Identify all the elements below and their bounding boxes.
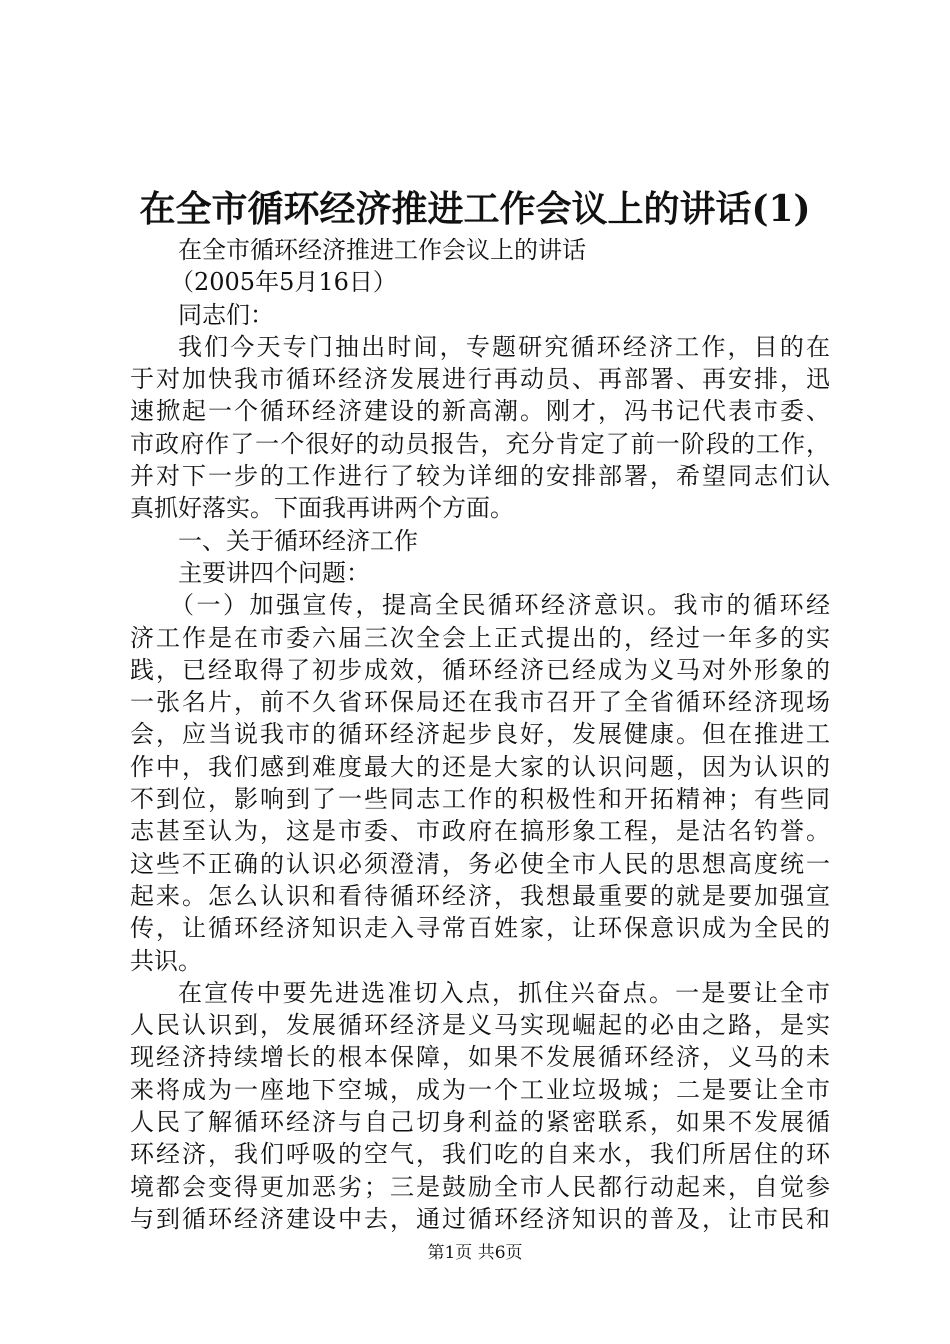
document-body: [130, 234, 830, 1235]
paragraph-line: 起来。怎么认识和看待循环经济，我想最重要的就是要加强宣: [130, 881, 830, 910]
paragraph-line: 环经济，我们呼吸的空气，我们吃的自来水，我们所居住的环: [130, 1140, 830, 1169]
paragraph-line: 并对下一步的工作进行了较为详细的安排部署，希望同志们认: [130, 462, 830, 491]
paragraph-line: 共识。: [130, 946, 202, 975]
paragraph-line: 人民认识到，发展循环经济是义马实现崛起的必由之路，是实: [130, 1011, 830, 1040]
paragraph-line: （一）加强宣传，提高全民循环经济意识。我市的循环经: [170, 591, 830, 620]
paragraph-line: 践，已经取得了初步成效，循环经济已经成为义马对外形象的: [130, 655, 830, 684]
paragraph-line: 人民了解循环经济与自己切身利益的紧密联系，如果不发展循: [130, 1108, 830, 1137]
paragraph-line: 作中，我们感到难度最大的还是大家的认识问题，因为认识的: [130, 752, 830, 781]
speech-title-line: 在全市循环经济推进工作会议上的讲话: [178, 236, 586, 264]
paragraph-line: 一张名片，前不久省环保局还在我市召开了全省循环经济现场: [130, 688, 830, 717]
document-title: 在全市循环经济推进工作会议上的讲话(1): [139, 188, 811, 230]
paragraph-line: 我们今天专门抽出时间，专题研究循环经济工作，目的在: [178, 332, 830, 361]
section-heading: 一、关于循环经济工作: [178, 526, 418, 555]
paragraph-line: 来将成为一座地下空城，成为一个工业垃圾城；二是要让全市: [130, 1075, 830, 1104]
paragraph-line: 真抓好落实。下面我再讲两个方面。: [130, 494, 514, 523]
paragraph-line: 现经济持续增长的根本保障，如果不发展循环经济，义马的未: [130, 1043, 830, 1072]
page-number-footer: 第1页 共6页: [427, 1243, 523, 1263]
paragraph-line: 速掀起一个循环经济建设的新高潮。刚才，冯书记代表市委、: [130, 397, 830, 426]
paragraph-line: 志甚至认为，这是市委、市政府在搞形象工程，是沽名钓誉。: [130, 817, 830, 846]
paragraph-line: 会，应当说我市的循环经济起步良好，发展健康。但在推进工: [130, 720, 830, 749]
salutation-line: 同志们：: [178, 300, 274, 329]
paragraph-line: 这些不正确的认识必须澄清，务必使全市人民的思想高度统一: [130, 849, 830, 878]
paragraph-line: 与到循环经济建设中去，通过循环经济知识的普及，让市民和: [130, 1204, 830, 1233]
paragraph-line: 传，让循环经济知识走入寻常百姓家，让环保意识成为全民的: [130, 914, 830, 943]
subheading-line: 主要讲四个问题：: [178, 558, 370, 587]
paragraph-line: 济工作是在市委六届三次全会上正式提出的，经过一年多的实: [130, 623, 830, 652]
paragraph-line: 于对加快我市循环经济发展进行再动员、再部署、再安排，迅: [130, 365, 830, 394]
paragraph-line: 在宣传中要先进选准切入点，抓住兴奋点。一是要让全市: [178, 978, 830, 1007]
paragraph-line: 不到位，影响到了一些同志工作的积极性和开拓精神；有些同: [130, 785, 830, 814]
paragraph-line: 市政府作了一个很好的动员报告，充分肯定了前一阶段的工作，: [130, 429, 830, 458]
speech-date-line: （2005年5月16日）: [170, 268, 397, 297]
paragraph-line: 境都会变得更加恶劣；三是鼓励全市人民都行动起来，自觉参: [130, 1172, 830, 1201]
